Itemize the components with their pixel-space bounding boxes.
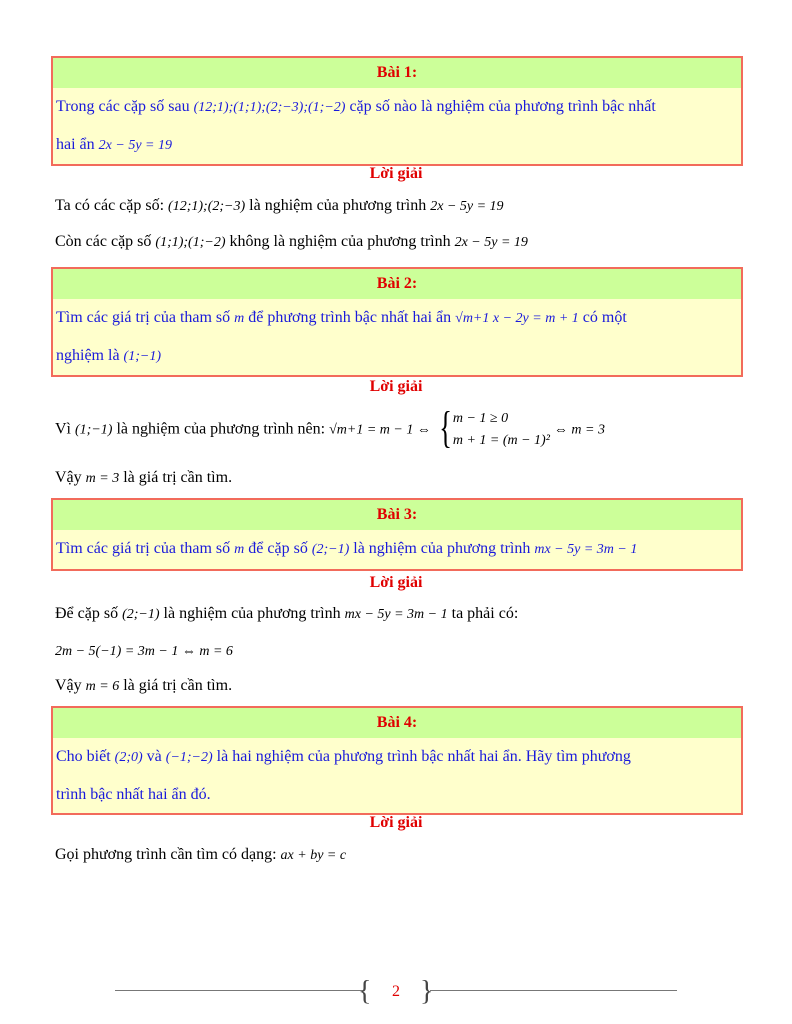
sol1-equation: 2x − 5y = 19 [430, 199, 504, 214]
sol2-answer: m = 3 [85, 471, 120, 486]
problem-4-box [51, 706, 743, 815]
solution-1-line-2 [55, 233, 528, 251]
sol2-result: ⇔ m = 3 [553, 422, 605, 438]
problem-1-box [51, 56, 743, 166]
problem-2-text [53, 299, 741, 375]
sol3-text-d: Vậy [55, 677, 86, 694]
sol2-equation: √m+1 = m − 1 ⇔ [329, 422, 431, 438]
problem-3-param: m [234, 542, 245, 557]
footer-bracket-right-icon: } [420, 976, 434, 1007]
problem-4-pair-2: (−1;−2) [165, 750, 213, 765]
problem-4-text-d: trình bậc nhất hai ẩn đó. [56, 786, 211, 803]
problem-2-text-b: để phương trình bậc nhất hai ẩn [244, 309, 456, 326]
sol2-text-b: là nghiệm của phương trình nên: [112, 420, 330, 438]
sol3-text-b: là nghiệm của phương trình [159, 605, 345, 622]
problem-2-title: Bài 2: [53, 269, 741, 299]
sol1-text-a: Ta có các cặp số: [55, 197, 169, 214]
sol1-equation-2: 2x − 5y = 19 [454, 235, 528, 250]
solution-3-line-3 [55, 677, 232, 695]
problem-3-text [53, 530, 741, 569]
sol2-text-d: là giá trị cần tìm. [119, 469, 233, 486]
problem-3-text-b: để cặp số [244, 540, 312, 557]
sol3-equation: mx − 5y = 3m − 1 [344, 607, 448, 622]
sol4-text-a: Gọi phương trình cần tìm có dạng: [55, 846, 281, 863]
solution-1-line-1 [55, 197, 504, 215]
problem-4-title: Bài 4: [53, 708, 741, 738]
sol2-text-a: Vì [55, 420, 75, 438]
sol1-text-b: là nghiệm của phương trình [245, 197, 431, 214]
solution-3-line-1 [55, 605, 518, 623]
sol3-working: 2m − 5(−1) = 3m − 1 ⇔ m = 6 [55, 644, 233, 659]
sol3-text-e: là giá trị cần tìm. [119, 677, 233, 694]
problem-2-text-d: nghiệm là [56, 347, 124, 364]
problem-2-text-a: Tìm các giá trị của tham số [56, 309, 235, 326]
footer-bracket-left-icon: { [358, 976, 372, 1007]
solution-4-heading: Lời giải [369, 814, 423, 831]
problem-3-box [51, 498, 743, 571]
problem-3-text-a: Tìm các giá trị của tham số [56, 540, 235, 557]
brace-icon: { [439, 403, 452, 452]
sol1-pairs: (12;1);(2;−3) [168, 199, 246, 214]
sol1-text-c: Còn các cặp số [55, 233, 156, 250]
problem-1-title: Bài 1: [53, 58, 741, 88]
problem-4-pair-1: (2;0) [114, 750, 143, 765]
problem-2-text-c: có một [578, 309, 627, 326]
problem-1-equation: 2x − 5y = 19 [98, 138, 172, 153]
problem-4-text-b: và [142, 748, 166, 765]
problem-2-param: m [234, 311, 245, 326]
sol2-system [435, 403, 550, 452]
sol3-text-c: ta phải có: [447, 605, 519, 622]
problem-1-text-a: Trong các cặp số sau [56, 98, 194, 115]
solution-3-line-2 [55, 642, 233, 660]
problem-2-box [51, 267, 743, 377]
problem-2-pair: (1;−1) [123, 349, 161, 364]
sol2-system-row-1: m − 1 ≥ 0 [452, 411, 509, 426]
solution-1-heading: Lời giải [369, 165, 423, 182]
solution-2-heading: Lời giải [369, 378, 423, 395]
sol2-system-row-2: m + 1 = (m − 1)² [452, 433, 550, 448]
solution-2-line-1 [55, 403, 605, 452]
solution-3-heading: Lời giải [369, 574, 423, 591]
problem-3-equation: mx − 5y = 3m − 1 [534, 542, 638, 557]
problem-1-text-c: hai ẩn [56, 136, 99, 153]
sol3-answer: m = 6 [85, 679, 120, 694]
problem-4-text-a: Cho biết [56, 748, 115, 765]
solution-4-line-1 [55, 846, 346, 864]
problem-3-text-c: là nghiệm của phương trình [349, 540, 535, 557]
problem-3-pair: (2;−1) [311, 542, 350, 557]
sol3-pair: (2;−1) [122, 607, 160, 622]
problem-3-title: Bài 3: [53, 500, 741, 530]
problem-4-text [53, 738, 741, 813]
solution-2-line-2 [55, 469, 232, 487]
sol3-text-a: Để cặp số [55, 605, 123, 622]
problem-1-text-b: cặp số nào là nghiệm của phương trình bậc nhất [345, 98, 656, 115]
sol2-pair: (1;−1) [75, 422, 113, 438]
problem-1-text [53, 88, 741, 164]
problem-1-pairs: (12;1);(1;1);(2;−3);(1;−2) [193, 100, 346, 115]
sol2-text-c: Vậy [55, 469, 86, 486]
problem-4-text-c: là hai nghiệm của phương trình bậc nhất hai ẩn. Hãy tìm phương [212, 748, 631, 765]
sol1-pairs-2: (1;1);(1;−2) [155, 235, 226, 250]
sol4-equation: ax + by = c [280, 848, 347, 863]
page-number: 2 [392, 983, 400, 1000]
sol1-text-d: không là nghiệm của phương trình [225, 233, 455, 250]
problem-2-equation: √m+1 x − 2y = m + 1 [455, 311, 579, 326]
